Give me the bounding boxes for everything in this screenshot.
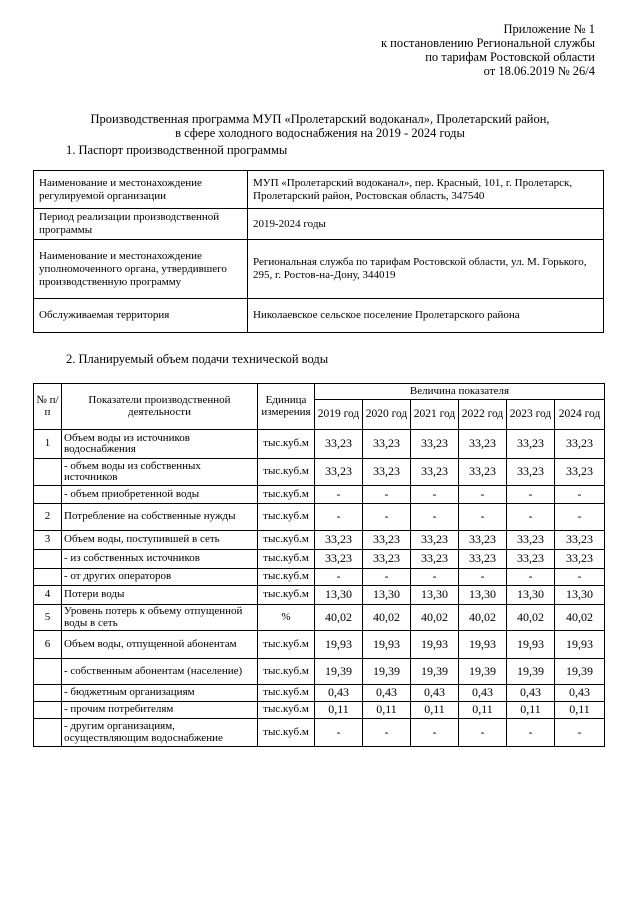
row-number — [34, 659, 62, 685]
row-value: 33,23 — [363, 531, 411, 550]
row-value: 33,23 — [555, 531, 605, 550]
table-row — [34, 550, 605, 569]
row-unit: тыс.куб.м — [258, 569, 315, 586]
row-value: - — [459, 719, 507, 747]
appendix-line: по тарифам Ростовской области — [425, 50, 595, 64]
passport-key: Период реализации производственной программы — [34, 209, 248, 240]
row-number — [34, 550, 62, 569]
row-value: 33,23 — [507, 550, 555, 569]
row-value: - — [459, 504, 507, 531]
row-value: - — [363, 569, 411, 586]
row-value: - — [411, 486, 459, 504]
row-value: - — [315, 486, 363, 504]
header-row — [34, 384, 605, 400]
row-value: 33,23 — [411, 531, 459, 550]
row-number — [34, 569, 62, 586]
row-value: - — [363, 486, 411, 504]
row-value: 19,93 — [411, 631, 459, 659]
row-unit: тыс.куб.м — [258, 702, 315, 719]
row-value: 40,02 — [315, 605, 363, 631]
row-indicator: Потребление на собственные нужды — [62, 504, 258, 531]
section-heading-passport: 1. Паспорт производственной программы — [66, 143, 288, 157]
appendix-header — [381, 22, 595, 78]
row-value: 33,23 — [459, 430, 507, 459]
row-value: - — [555, 504, 605, 531]
row-value: 19,39 — [315, 659, 363, 685]
production-table — [33, 383, 605, 747]
row-value: 33,23 — [459, 459, 507, 486]
table-row — [34, 702, 605, 719]
row-number: 5 — [34, 605, 62, 631]
row-value: - — [459, 486, 507, 504]
header-year: 2022 год — [459, 400, 507, 430]
row-value: 33,23 — [411, 459, 459, 486]
row-value: 19,93 — [363, 631, 411, 659]
row-indicator: - из собственных источников — [62, 550, 258, 569]
row-value: - — [459, 569, 507, 586]
appendix-line: Приложение № 1 — [503, 22, 595, 36]
row-value: 33,23 — [507, 459, 555, 486]
row-value: 0,11 — [315, 702, 363, 719]
title-line: Производственная программа МУП «Пролетарский водоканал», Пролетарский район, — [90, 112, 550, 126]
row-unit: тыс.куб.м — [258, 685, 315, 702]
row-value: 33,23 — [555, 550, 605, 569]
row-value: 33,23 — [315, 430, 363, 459]
row-value: 0,43 — [411, 685, 459, 702]
row-value: 19,39 — [363, 659, 411, 685]
row-value: 40,02 — [555, 605, 605, 631]
header-value: Величина показателя — [315, 384, 605, 400]
row-value: - — [507, 719, 555, 747]
row-number — [34, 486, 62, 504]
row-number: 2 — [34, 504, 62, 531]
table-row — [34, 659, 605, 685]
row-unit: тыс.куб.м — [258, 631, 315, 659]
passport-row — [34, 209, 604, 240]
row-value: 0,11 — [555, 702, 605, 719]
row-value: 19,93 — [459, 631, 507, 659]
row-value: - — [363, 504, 411, 531]
row-number: 1 — [34, 430, 62, 459]
row-value: 40,02 — [363, 605, 411, 631]
row-value: 40,02 — [411, 605, 459, 631]
table-row — [34, 685, 605, 702]
row-indicator: Объем воды, отпущенной абонентам — [62, 631, 258, 659]
row-indicator: Потери воды — [62, 586, 258, 605]
table-row — [34, 569, 605, 586]
row-value: 33,23 — [507, 531, 555, 550]
row-value: 33,23 — [315, 550, 363, 569]
row-value: 19,93 — [507, 631, 555, 659]
row-unit: тыс.куб.м — [258, 550, 315, 569]
row-indicator: - прочим потребителям — [62, 702, 258, 719]
passport-key: Обслуживаемая территория — [34, 299, 248, 333]
row-value: 0,43 — [459, 685, 507, 702]
row-value: 13,30 — [459, 586, 507, 605]
row-indicator: - бюджетным организациям — [62, 685, 258, 702]
row-unit: тыс.куб.м — [258, 659, 315, 685]
passport-table — [33, 170, 604, 333]
row-value: - — [555, 719, 605, 747]
row-unit: тыс.куб.м — [258, 719, 315, 747]
row-unit: % — [258, 605, 315, 631]
row-indicator: - объем воды из собственных источников — [62, 459, 258, 486]
row-value: 33,23 — [459, 531, 507, 550]
row-value: 33,23 — [363, 459, 411, 486]
passport-value: 2019-2024 годы — [248, 209, 604, 240]
row-value: 19,93 — [555, 631, 605, 659]
row-unit: тыс.куб.м — [258, 486, 315, 504]
passport-value: Региональная служба по тарифам Ростовской области, ул. М. Горького, 295, г. Ростов-на-Дону, 344019 — [248, 240, 604, 299]
document-title — [40, 112, 600, 140]
row-indicator: - другим организациям, осуществляющим водоснабжение — [62, 719, 258, 747]
row-value: 33,23 — [411, 550, 459, 569]
row-number — [34, 719, 62, 747]
table-row — [34, 504, 605, 531]
section-heading-volume: 2. Планируемый объем подачи технической воды — [66, 352, 329, 366]
row-value: 0,11 — [363, 702, 411, 719]
row-value: 0,11 — [411, 702, 459, 719]
row-value: 33,23 — [363, 550, 411, 569]
row-unit: тыс.куб.м — [258, 430, 315, 459]
row-unit: тыс.куб.м — [258, 531, 315, 550]
table-row — [34, 531, 605, 550]
row-value: - — [315, 504, 363, 531]
row-value: - — [507, 504, 555, 531]
row-value: 33,23 — [459, 550, 507, 569]
table-row — [34, 719, 605, 747]
row-value: 33,23 — [315, 531, 363, 550]
row-value: 13,30 — [411, 586, 459, 605]
passport-row — [34, 299, 604, 333]
row-value: 40,02 — [459, 605, 507, 631]
table-row — [34, 430, 605, 459]
row-value: 33,23 — [411, 430, 459, 459]
row-number — [34, 459, 62, 486]
row-value: - — [555, 569, 605, 586]
row-number: 4 — [34, 586, 62, 605]
row-value: - — [363, 719, 411, 747]
row-value: 0,43 — [363, 685, 411, 702]
row-value: 19,39 — [507, 659, 555, 685]
passport-value: МУП «Пролетарский водоканал», пер. Красный, 101, г. Пролетарск, Пролетарский район, Ростовская область, 347540 — [248, 171, 604, 209]
table-row — [34, 586, 605, 605]
row-number: 3 — [34, 531, 62, 550]
row-number: 6 — [34, 631, 62, 659]
row-indicator: Уровень потерь к объему отпущенной воды в сеть — [62, 605, 258, 631]
table-row — [34, 459, 605, 486]
row-value: 33,23 — [315, 459, 363, 486]
row-value: 13,30 — [363, 586, 411, 605]
row-value: 0,43 — [507, 685, 555, 702]
row-value: 33,23 — [555, 459, 605, 486]
header-no: № п/п — [34, 384, 62, 430]
row-indicator: - от других операторов — [62, 569, 258, 586]
appendix-line: от 18.06.2019 № 26/4 — [483, 64, 595, 78]
row-value: 19,39 — [459, 659, 507, 685]
appendix-line: к постановлению Региональной службы — [380, 36, 595, 50]
passport-value: Николаевское сельское поселение Пролетарского района — [248, 299, 604, 333]
row-value: - — [315, 719, 363, 747]
header-year: 2019 год — [315, 400, 363, 430]
row-value: - — [411, 504, 459, 531]
row-value: 0,43 — [555, 685, 605, 702]
header-indicator: Показатели производственной деятельности — [62, 384, 258, 430]
row-value: 13,30 — [315, 586, 363, 605]
row-unit: тыс.куб.м — [258, 586, 315, 605]
table-body — [34, 430, 605, 747]
row-value: - — [411, 719, 459, 747]
passport-row — [34, 171, 604, 209]
header-year: 2024 год — [555, 400, 605, 430]
passport-key: Наименование и местонахождение уполномоченного органа, утвердившего производственную программу — [34, 240, 248, 299]
row-value: 0,11 — [459, 702, 507, 719]
row-value: 13,30 — [555, 586, 605, 605]
header-year: 2023 год — [507, 400, 555, 430]
passport-key: Наименование и местонахождение регулируемой организации — [34, 171, 248, 209]
header-unit: Единица измерения — [258, 384, 315, 430]
row-value: - — [315, 569, 363, 586]
row-value: 13,30 — [507, 586, 555, 605]
row-value: 33,23 — [507, 430, 555, 459]
row-number — [34, 702, 62, 719]
row-value: 0,43 — [315, 685, 363, 702]
row-indicator: - объем приобретенной воды — [62, 486, 258, 504]
row-value: 0,11 — [507, 702, 555, 719]
row-value: 33,23 — [555, 430, 605, 459]
passport-row — [34, 240, 604, 299]
table-row — [34, 631, 605, 659]
row-value: 19,39 — [411, 659, 459, 685]
row-unit: тыс.куб.м — [258, 504, 315, 531]
row-value: 33,23 — [363, 430, 411, 459]
row-value: - — [507, 486, 555, 504]
row-indicator: Объем воды, поступившей в сеть — [62, 531, 258, 550]
row-value: 19,93 — [315, 631, 363, 659]
row-number — [34, 685, 62, 702]
row-indicator: - собственным абонентам (население) — [62, 659, 258, 685]
row-indicator: Объем воды из источников водоснабжения — [62, 430, 258, 459]
row-value: - — [555, 486, 605, 504]
header-year: 2020 год — [363, 400, 411, 430]
row-value: 19,39 — [555, 659, 605, 685]
table-row — [34, 605, 605, 631]
header-year: 2021 год — [411, 400, 459, 430]
row-value: - — [507, 569, 555, 586]
row-value: - — [411, 569, 459, 586]
table-row — [34, 486, 605, 504]
row-value: 40,02 — [507, 605, 555, 631]
row-unit: тыс.куб.м — [258, 459, 315, 486]
title-line: в сфере холодного водоснабжения на 2019 - 2024 годы — [175, 126, 465, 140]
